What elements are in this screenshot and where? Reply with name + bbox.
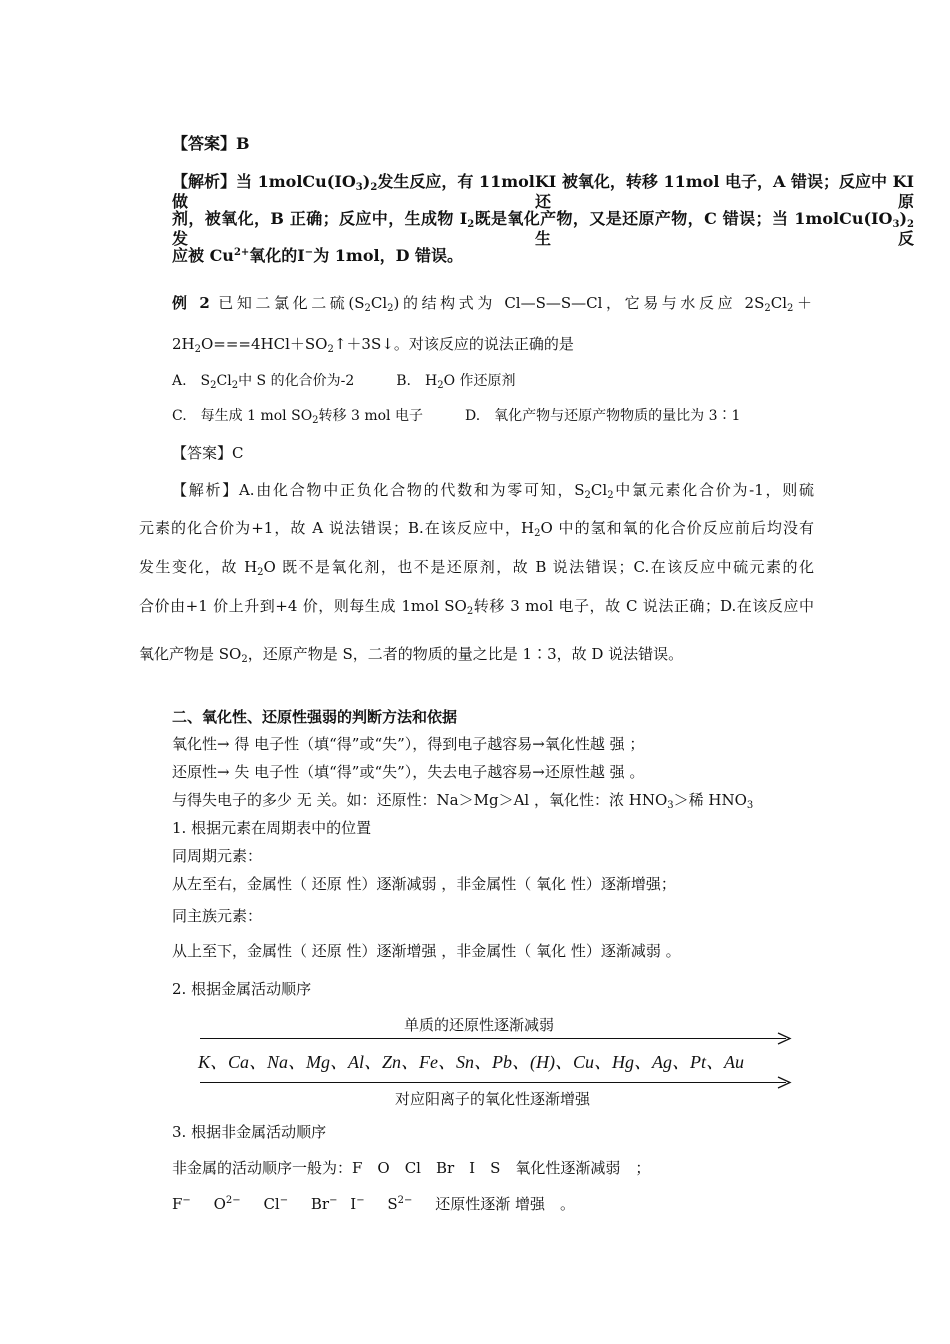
answer-1 (172, 134, 250, 154)
answer-label: 【答案】 (172, 134, 237, 153)
ion: Cl− (263, 1195, 289, 1213)
bottom-arrow-line (200, 1082, 786, 1083)
top-arrow-line (200, 1038, 786, 1039)
subheading-nonmetal-activity: 3. 根据非金属活动顺序 (172, 1123, 327, 1141)
anion-order (172, 1194, 575, 1214)
same-group-label: 同主族元素： (172, 907, 263, 925)
answer-2 (172, 443, 244, 463)
nonmetal-order: 非金属的活动顺序一般为：F O Cl Br I S 氧化性逐渐减弱 ； (172, 1159, 651, 1177)
analysis-1-line-1: 【解析】当 $1molCu(IO_3)_2$发生反应，有 11molKI 被氧化，转移 11mol 电子，A 错误；反应中 KI 做还原 (172, 172, 914, 211)
electron-count-note: 与得失电子的多少 无 关。如：还原性：Na＞Mg＞Al ，氧化性：浓 $HNO_3>$稀 $HNO_3$ (172, 791, 754, 811)
reducing-definition: 还原性→ 失 电子性（填“得”或“失”），失去电子越容易→还原性越 强 。 (172, 763, 645, 781)
analysis-2-line-3: 发生变化，故 $H_2O$ 既不是氧化剂，也不是还原剂，故 B 说法错误；C.在该反应中硫元素的化 (139, 558, 814, 578)
same-period-rule: 从左至右，金属性（ 还原 性）逐渐减弱 ，非金属性（ 氧化 性）逐渐增强； (172, 875, 676, 893)
example-label: 例 2 (172, 294, 210, 312)
analysis-1-line-2: 剂，被氧化，B 正确；反应中，生成物 $I_2$既是氧化产物，又是还原产物，C 错误；当 $1molCu(IO_3)_2$发生反 (172, 209, 914, 248)
answer-value: B (236, 134, 250, 153)
analysis-label: 【解析】 (172, 481, 239, 499)
option-c: C. 每生成 1 mol $SO_2$转移 3 mol 电子 (172, 408, 423, 426)
metal-bottom-label: 对应阳离子的氧化性逐渐增强 (395, 1090, 591, 1108)
example-2-options-ab (172, 371, 516, 391)
answer-label: 【答案】 (172, 444, 233, 462)
ions-tail: 还原性逐渐 增强 。 (435, 1195, 575, 1213)
analysis-label: 【解析】 (172, 172, 237, 191)
example-2-options-cd (172, 406, 740, 426)
option-d: D. 氧化产物与还原产物物质的量比为 3∶1 (465, 408, 741, 424)
metal-sequence: K、Ca、Na、Mg、Al、Zn、Fe、Sn、Pb、(H)、Cu、Hg、Ag、Pt、Au (198, 1052, 744, 1072)
ion: $S^{2-}$ (387, 1195, 413, 1213)
metal-top-label: 单质的还原性逐渐减弱 (404, 1016, 555, 1034)
ion: $O^{2-}$ (213, 1195, 241, 1213)
option-a: A. $S_2Cl_2$中 S 的化合价为-2 (172, 373, 355, 391)
option-b: B. $H_2O$ 作还原剂 (396, 373, 516, 391)
subheading-periodic-table: 1. 根据元素在周期表中的位置 (172, 819, 372, 837)
subheading-metal-activity: 2. 根据金属活动顺序 (172, 980, 312, 998)
ion: I− (350, 1195, 365, 1213)
analysis-2-line-2: 元素的化合价为+1，故 A 说法错误；B.在该反应中，$H_2O$ 中的氢和氧的化合价反应前后均没有 (139, 519, 814, 539)
analysis-2-line-4: 合价由+1 价上升到+4 价，则每生成 1mol $SO_2$转移 3 mol 电子，故 C 说法正确；D.在该反应中 (139, 597, 814, 617)
section-title: 二、氧化性、还原性强弱的判断方法和依据 (172, 708, 458, 726)
example-2-line-1: 例 2 已知二氯化二硫$(S_2Cl_2)$的结构式为 Cl—S—S—Cl，它易与水反应 $2S_2Cl_2+$ (172, 294, 812, 314)
same-group-rule: 从上至下，金属性（ 还原 性）逐渐增强 ，非金属性（ 氧化 性）逐渐减弱 。 (172, 942, 681, 960)
example-2-line-2: $2H_2O===4HCl+SO_2↑+3S↓$。对该反应的说法正确的是 (172, 335, 574, 355)
ion: F− (172, 1195, 191, 1213)
analysis-2-line-1: 【解析】A.由化合物中正负化合物的代数和为零可知，$S_2Cl_2$中氯元素化合价为-1，则硫 (172, 481, 814, 501)
answer-value: C (232, 444, 244, 462)
analysis-1-line-3: 应被 $Cu^{2+}$氧化的I−为 1mol，D 错误。 (172, 246, 464, 265)
analysis-2-line-5: 氧化产物是 $SO_2$，还原产物是 S，二者的物质的量之比是 1∶3，故 D 说法错误。 (139, 645, 684, 665)
oxidizing-definition: 氧化性→ 得 电子性（填“得”或“失”），得到电子越容易→氧化性越 强 ； (172, 735, 645, 753)
ion: Br− (310, 1195, 338, 1213)
same-period-label: 同周期元素： (172, 847, 263, 865)
